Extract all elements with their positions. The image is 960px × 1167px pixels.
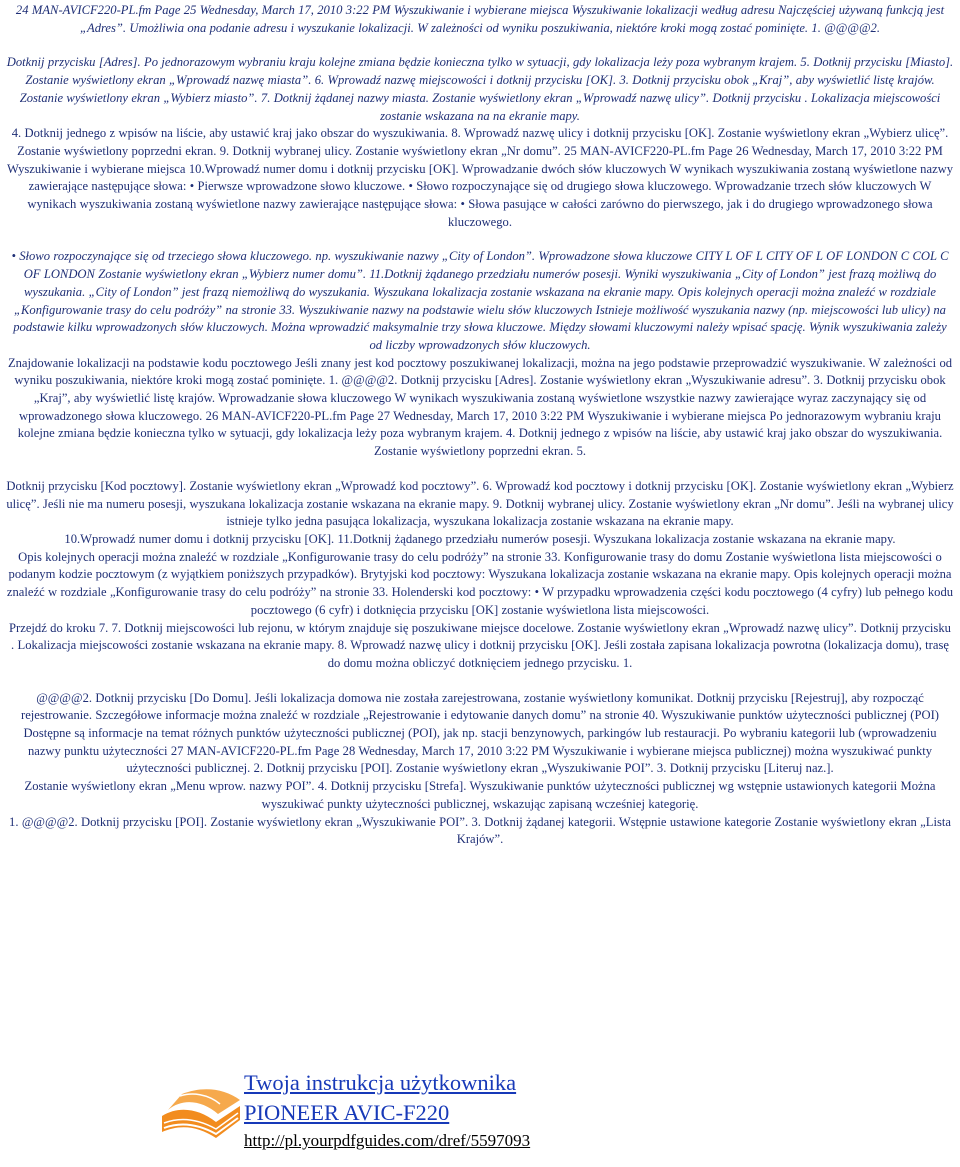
footer-url-link[interactable]: http://pl.yourpdfguides.com/dref/5597093 [244, 1131, 531, 1150]
paragraph-intro: 24 MAN-AVICF220-PL.fm Page 25 Wednesday, March 17, 2010 3:22 PM Wyszukiwanie i wybierane miejsca Wyszukiwanie lokalizacji według adresu Najczęściej używaną funkcją jest „Adres”. Umożliwia ona podanie adresu i wyszukanie lokalizacji. W zależności od wyniku poszukiwania, niektóre kroki mogą zostać pominięte. 1. @@@@2. [15, 3, 945, 35]
paragraph-route-home: Opis kolejnych operacji można znaleźć w rozdziale „Konfigurowanie trasy do celu podróży” na stronie 33. Konfigurowanie trasy do domu Zostanie wyświetlona lista miejscowości o podanym kodzie pocztowym (z wyjątkiem poniższych przypadków). Brytyjski kod pocztowy: Wyszukana lokalizacja zostanie wskazana na ekranie mapy. Opis kolejnych operacji można znaleźć w rozdziale „Konfigurowanie trasy do celu podróży” na stronie 33. Holenderski kod pocztowy: • W przypadku wprowadzenia części kodu pocztowego (4 cyfry) lub pełnego kodu pocztowego (6 cyfr) i dotknięcia przycisku [OK] zostanie wyświetlona lista miejscowości. [6, 549, 954, 617]
paragraph-country-select: 4. Dotknij jednego z wpisów na liście, aby ustawić kraj jako obszar do wyszukiwania. 8. Wprowadź nazwę ulicy i dotknij przycisku [OK]. Zostanie wyświetlony ekran „Wybierz ulicę”. [11, 126, 949, 141]
paragraph-address-steps: Dotknij przycisku [Adres]. Po jednorazowym wybraniu kraju kolejne zmiana będzie konieczna tylko w sytuacji, gdy lokalizacja leży poza wybranym krajem. 5. Dotknij przycisku [Miasto]. Zostanie wyświetlony ekran „Wprowadź nazwę miasta”. 6. Wprowadź nazwę miejscowości i dotknij przycisku [OK]. 3. Dotknij przycisku obok „Kraj”, aby wyświetlić listę krajów. Zostanie wyświetlony ekran „Wybierz miasto”. 7. Dotknij żądanej nazwy miasta. Zostanie wyświetlony ekran „Wprowadź nazwę ulicy”. Dotknij przycisku . Lokalizacja miejscowości zostanie wskazana na na ekranie mapy. [6, 55, 954, 123]
spacer [6, 231, 954, 248]
paragraph-postcode-search: Znajdowanie lokalizacji na podstawie kodu pocztowego Jeśli znany jest kod pocztowy poszukiwanej lokalizacji, można na jego podstawie przeprowadzić wyszukiwanie. W zależności od wyniku poszukiwania, niektóre kroki mogą zostać pominięte. 1. @@@@2. Dotknij przycisku [Adres]. Zostanie wyświetlony ekran „Wyszukiwanie adresu”. 3. Dotknij przycisku obok „Kraj”, aby wyświetlić listę krajów. Wprowadzanie słowa kluczowego W wynikach wyszukiwania zostaną wyświetlone wszystkie nazwy zawierające wyraz zaczynający się od wprowadzonego słowa kluczowego. 26 MAN-AVICF220-PL.fm Page 27 Wednesday, March 17, 2010 3:22 PM Wyszukiwanie i wybierane miejsca Po jednorazowym wybraniu kraju kolejne zmiana będzie konieczna tylko w sytuacji, gdy lokalizacja leży poza wybranym krajem. 4. Dotknij jednego z wpisów na liście, aby ustawić kraj jako obszar do wyszukiwania. Zostanie wyświetlony poprzedni ekran. 5. [7, 355, 953, 459]
paragraph-postcode-steps: Dotknij przycisku [Kod pocztowy]. Zostanie wyświetlony ekran „Wprowadź kod pocztowy”. 6. Wprowadź kod pocztowy i dotknij przycisku [OK]. Zostanie wyświetlony ekran „Wybierz ulicę”. Jeśli nie ma numeru posesji, wyszukana lokalizacja zostanie wskazana na ekranie mapy. 9. Dotknij wybranej ulicy. Zostanie wyświetlony ekran „Nr domu”. Jeśli na wybranej ulicy istnieje tylko jedna pasująca lokalizacja, wyszukana lokalizacja zostanie wskazana na ekranie mapy. [6, 478, 954, 529]
paragraph-go-to-step: Przejdź do kroku 7. 7. Dotknij miejscowości lub rejonu, w którym znajduje się poszukiwane miejsce docelowe. Zostanie wyświetlony ekran „Wprowadź nazwę ulicy”. Dotknij przycisku . Lokalizacja miejscowości zostanie wskazana na ekranie mapy. 8. Wprowadź nazwę ulicy i dotknij przycisku [OK]. Jeśli została zapisana lokalizacja powrotna (lokalizacja domu), trasę do domu można obliczyć dotknięciem jednego przycisku. 1. [9, 620, 951, 670]
book-icon [158, 1076, 244, 1154]
spacer [6, 673, 954, 690]
footer-text [244, 1068, 530, 1154]
spacer [6, 37, 954, 54]
footer-title[interactable]: Twoja instrukcja użytkownika [244, 1070, 517, 1095]
paragraph-house-number: 10.Wprowadź numer domu i dotknij przycisku [OK]. 11.Dotknij żądanego przedziału numerów posesji. Wyszukana lokalizacja zostanie wskazana na ekranie mapy. [64, 531, 896, 546]
footer-guide-link[interactable] [158, 1068, 658, 1160]
paragraph-keywords: Zostanie wyświetlony poprzedni ekran. 9. Dotknij wybranej ulicy. Zostanie wyświetlony ekran „Nr domu”. 25 MAN-AVICF220-PL.fm Page 26 Wednesday, March 17, 2010 3:22 PM Wyszukiwanie i wybierane miejsca 10.Wprowadź numer domu i dotknij przycisku [OK]. Wprowadzanie dwóch słów kluczowych W wynikach wyszukiwania zostaną wyświetlone nazwy zawierające następujące słowa: • Pierwsze wprowadzone słowo kluczowe. • Słowo rozpoczynające się od drugiego słowa kluczowego. Wprowadzanie trzech słów kluczowych W wynikach wyszukiwania zostaną wyświetlone nazwy zawierające następujące słowa: • Słowa pasujące w całości zarówno do pierwszego, jak i do drugiego wprowadzonego słowa kluczowego. [6, 143, 954, 229]
paragraph-city-of-london: • Słowo rozpoczynające się od trzeciego słowa kluczowego. np. wyszukiwanie nazwy „City of London”. Wprowadzone słowa kluczowe CITY L OF L CITY OF L OF LONDON C COL C OF LONDON Zostanie wyświetlony ekran „Wybierz numer domu”. 11.Dotknij żądanego przedziału numerów posesji. Wyniki wyszukiwania „City of London” jest frazą możliwą do wyszukania. „City of London” jest frazą niemożliwą do wyszukania. Wyszukana lokalizacja zostanie wskazana na ekranie mapy. Opis kolejnych operacji można znaleźć w rozdziale „Konfigurowanie trasy do celu podróży” na stronie 33. Wyszukiwanie nazwy na podstawie wielu słów kluczowych Istnieje możliwość wyszukania nazwy (np. miejscowości lub ulicy) na podstawie kilku wprowadzonych słów kluczowych. Można wprowadzić maksymalnie trzy słowa kluczowe. Między słowami kluczowymi należy wpisać spację. Wynik wyszukiwania zależy od liczby wprowadzonych słów kluczowych. [11, 249, 949, 352]
paragraph-poi-search: @@@@2. Dotknij przycisku [Do Domu]. Jeśli lokalizacja domowa nie została zarejestrowana, zostanie wyświetlony komunikat. Dotknij przycisku [Rejestruj], aby rozpocząć rejestrowanie. Szczegółowe informacje można znaleźć w rozdziale „Rejestrowanie i edytowanie danych domu” na stronie 40. Wyszukiwanie punktów użyteczności publicznej (POI) Dostępne są informacje na temat różnych punktów użyteczności publicznej (POI), jak np. stacji benzynowych, parkingów lub restauracji. Po wybraniu kategorii lub (wprowadzeniu nazwy punktu użyteczności 27 MAN-AVICF220-PL.fm Page 28 Wednesday, March 17, 2010 3:22 PM Wyszukiwanie i wybierane miejsca publicznej) można wyszukiwać punkty użyteczności publicznej. 2. Dotknij przycisku [POI]. Zostanie wyświetlony ekran „Wyszukiwanie POI”. 3. Dotknij przycisku [Literuj naz.]. [21, 690, 939, 776]
spacer [6, 461, 954, 478]
paragraph-poi-menu: Zostanie wyświetlony ekran „Menu wprow. nazwy POI”. 4. Dotknij przycisku [Strefa]. Wyszukiwanie punktów użyteczności publicznej wg wstępnie ustawionych kategorii Można wyszukiwać punkty użyteczności publicznej, wskazując zapisaną wcześniej kategorię. [24, 779, 936, 811]
footer-model[interactable]: PIONEER AVIC-F220 [244, 1100, 450, 1125]
paragraph-poi-categories: 1. @@@@2. Dotknij przycisku [POI]. Zostanie wyświetlony ekran „Wyszukiwanie POI”. 3. Dotknij żądanej kategorii. Wstępnie ustawione kategorie Zostanie wyświetlony ekran „Lista Krajów”. [9, 814, 951, 847]
